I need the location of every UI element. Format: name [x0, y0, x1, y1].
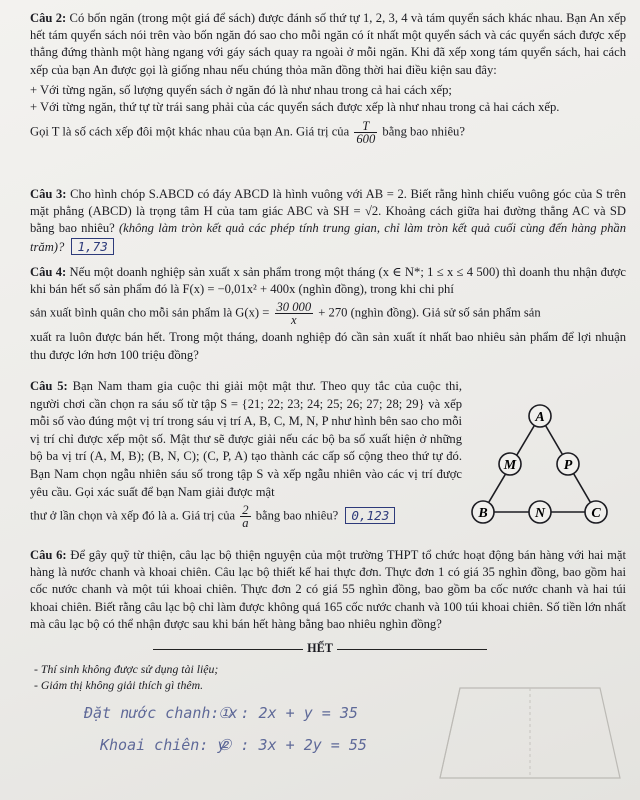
node-a	[529, 405, 551, 427]
q5-text: Bạn Nam tham gia cuộc thi giải một mật thư. Theo quy tắc của cuộc thi, người chơi cần chọn ra sáu số từ tập S = {21; 22; 23; 24; 25; 26; 27; 28; 29} và xếp mỗi số vào đúng một vị trí trong sáu vị trí A, B, C, M, N, P như hình bên sao cho mỗi vị trí chỉ được xếp một số. Mật thư sẽ được giải nếu các bộ ba số xuất hiện ở những bộ ba vị trí (A, M, B); (B, N, C); (C, P, A) tạo thành các cấp số cộng theo thứ tự đó. Bạn Nam chọn ngẫu nhiên sáu số trong tập S và xếp ngẫu nhiên vào các vị trí được yêu cầu. Gọi xác suất để bạn Nam giải được mật	[30, 379, 462, 499]
q2-condition-1: + Với từng ngăn, số lượng quyển sách ở ngăn đó là như nhau trong cả hai cách xếp;	[30, 82, 452, 97]
q2-text: Có bốn ngăn (trong một giá để sách) được đánh số thứ tự 1, 2, 3, 4 và tám quyển sách khác nhau. Bạn An xếp hết tám quyển sách nói trên vào bốn ngăn đó sao cho mỗi ngăn có ít nhất một quyển sách và các quyển sách được xếp thẳng đứng thành một hàng ngang với gáy sách quay ra ngoài ở mỗi ngăn. Khi đã xếp xong tám quyển sách, hai cách xếp của bạn An được gọi là giống nhau nếu chúng thỏa mãn đồng thời hai điều kiện sau đây:	[30, 11, 626, 77]
end-divider	[0, 641, 640, 656]
q3-handwritten-answer: 1,73	[71, 238, 113, 255]
q5-fraction	[240, 504, 250, 529]
q6-text: Để gây quỹ từ thiện, câu lạc bộ thiện nguyện của một trường THPT tổ chức hoạt động bán hàng với hai mặt hàng là nước chanh và khoai chiên. Câu lạc bộ thiết kế hai thực đơn. Thực đơn 1 có giá 35 nghìn đồng, bao gồm hai cốc nước chanh và một túi khoai chiên. Thực đơn 2 có giá 55 nghìn đồng, bao gồm ba cốc nước chanh và hai túi khoai chiên. Biết rằng câu lạc bộ chỉ làm được không quá 165 cốc nước chanh và 100 túi khoai chiên. Số tiền lớn nhất mà câu lạc bộ có thể nhận được sau khi bán hết hàng bằng bao nhiêu nghìn đồng?	[30, 548, 626, 631]
q2-fraction	[354, 120, 377, 145]
question-4	[30, 264, 626, 364]
question-5	[30, 378, 462, 529]
node-m-real	[499, 453, 521, 475]
svg-text:C: C	[591, 506, 601, 521]
question-2	[30, 10, 626, 145]
node-c	[585, 501, 607, 523]
q5-ask-end: bằng bao nhiêu?	[255, 508, 339, 523]
node-b	[472, 501, 494, 523]
node-p	[557, 453, 579, 475]
q2-ask-end: bằng bao nhiêu?	[382, 124, 465, 139]
svg-text:P: P	[563, 458, 573, 473]
q5-ask: thư ở lần chọn và xếp đó là a. Giá trị của	[30, 508, 236, 523]
svg-text:N: N	[534, 506, 546, 521]
q4-text-1: Nếu một doanh nghiệp sản xuất x sản phẩm trong một tháng (x ∈ N*; 1 ≤ x ≤ 4 500) thì doanh thu nhận được khi bán hết số sản phẩm đó là F(x) = −0,01x² + 400x (nghìn đồng), trong khi chi phí	[30, 265, 626, 297]
q2-label: Câu 2:	[30, 11, 67, 25]
q2-frac-den: 600	[356, 132, 376, 147]
q3-text: Cho hình chóp S.ABCD có đáy ABCD là hình vuông với AB = 2. Biết rằng hình chiếu vuông góc của S trên mặt phẳng (ABCD) là trọng tâm H của tam giác ABC và SH = √2. Khoảng cách giữa hai đường thẳng AC và SD bằng bao nhiêu?	[30, 187, 626, 236]
svg-text:A: A	[535, 410, 545, 425]
q5-handwritten-answer: 0,123	[345, 507, 395, 524]
triangle-diagram	[470, 400, 620, 532]
note-no-explanation: - Giám thị không giải thích gì thêm.	[34, 678, 204, 692]
q5-frac-num: 2	[242, 503, 249, 518]
bleed-through-sketch	[430, 668, 630, 793]
q4-text-2-end: + 270 (nghìn đồng). Giả sử số sản phẩm sản	[318, 305, 541, 320]
question-3	[30, 186, 626, 256]
q5-frac-den: a	[242, 516, 249, 531]
q4-g-num: 30 000	[276, 300, 312, 315]
q4-text-3: xuất ra luôn được bán hết. Trong một tháng, doanh nghiệp đó cần sản xuất ít nhất bao nhiêu sản phẩm để lợi nhuận thu được lớn hơn 100 triệu đồng?	[30, 330, 626, 362]
svg-text:M: M	[503, 458, 517, 473]
q4-g-den: x	[291, 313, 297, 328]
q3-note: (không làm tròn kết quả các phép tính trung gian, chỉ làm tròn kết quả cuối cùng đến hàng phần trăm)?	[30, 221, 627, 254]
node-n	[529, 501, 551, 523]
end-label: HẾT	[307, 641, 333, 655]
question-6	[30, 547, 626, 633]
q2-frac-num: T	[354, 120, 377, 133]
q2-ask: Gọi T là số cách xếp đôi một khác nhau của bạn An. Giá trị của	[30, 124, 350, 139]
q5-label: Câu 5:	[30, 379, 68, 393]
q4-text-2: sản xuất bình quân cho mỗi sản phẩm là G(x) =	[30, 305, 270, 320]
q4-g-fraction	[275, 301, 314, 326]
q6-label: Câu 6:	[30, 548, 67, 562]
scribble-equation-1: ① : 2x + y = 35	[218, 704, 358, 722]
q4-label: Câu 4:	[30, 265, 67, 279]
scribble-variable-y: Khoai chiên: y	[100, 736, 227, 754]
note-no-materials: - Thí sinh không được sử dụng tài liệu;	[34, 662, 219, 676]
svg-text:B: B	[478, 506, 488, 521]
scribble-variable-x: Đặt nước chanh: x	[84, 704, 238, 722]
q3-label: Câu 3:	[30, 187, 67, 201]
q2-condition-2: + Với từng ngăn, thứ tự từ trái sang phải của các quyển sách được xếp là như nhau trong cả hai cách xếp.	[30, 100, 560, 115]
scribble-equation-2: ② : 3x + 2y = 55	[218, 736, 367, 754]
